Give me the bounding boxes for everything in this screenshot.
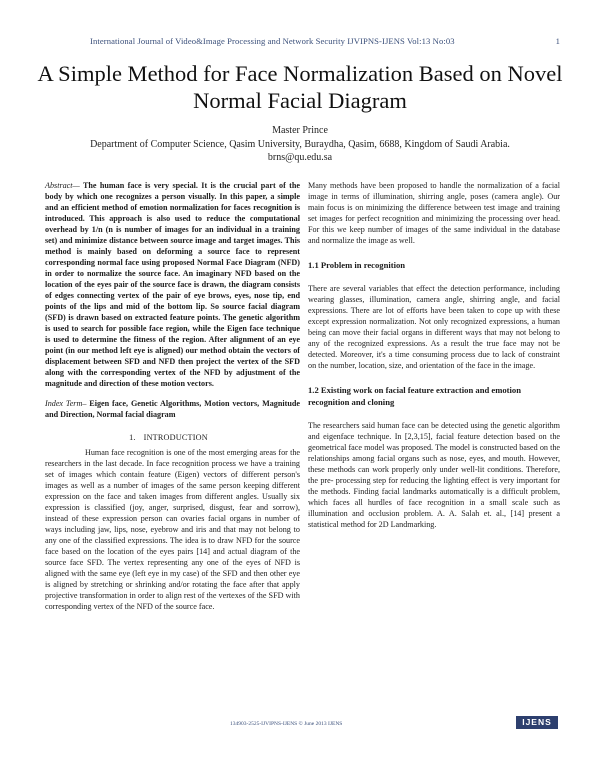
abstract-text: The human face is very special. It is the crucial part of the body by which one recognizes a person visually. In this paper, a simple and an efficient method of emotion normalization for faces recognition is introduced. This approach is also used to reduce the computational overhead by 1/n (n is number of images for an individual in a training set) and minimize distance between source image and target images. This method is mainly based on deforming a source face to represent corresponding normal face using proposed Normal Face Diagram (NFD) in order to normalize the source face. An imaginary NFD based on the location of the eyes pair of the source face is drawn, the diagram consists of edges connecting vertex of the pair of eye brows, eyes, nose tip, end points of the lips and mid of the bottom lip. So source facial diagram (SFD) is drawn based on extracted feature points. The genetic algorithm is used to search for possible face region, while the Eigen face technique is used to determine the fitness of the region. After alignment of an eye point (in our method left eye is aligned) our method obtain the vectors of displacement between SFD and NFD then project the vertex of the SFD along with the corresponding vertex of the NFD by adjustment of the magnitude and direction of these motion vectors. — [45, 181, 300, 388]
left-column — [45, 180, 300, 612]
subsection-1-2-paragraph: The researchers said human face can be detected using the genetic algorithm and eigenface technique. In [2,3,15], facial feature detection based on the geometrical face model was proposed. The model is constructed based on the relationships among facial organs such as nose, eyes, and mouth. However, these methods can work properly only under well-lit conditions. Therefore, the pre- processing step for reducing the lighting effect is very important for the methods. Finding facial landmarks automatically is a difficult problem, which faces all hurdles of face recognition in a small scale such as illumination and occlusion problem. A. A. Salah et. al., [14] present a statistical method for 2D Landmarking. — [308, 421, 560, 529]
paper-title: A Simple Method for Face Normalization Based on Novel Normal Facial Diagram — [37, 61, 563, 113]
author-email[interactable]: brns@qu.edu.sa — [267, 152, 333, 163]
introduction-paragraph: Human face recognition is one of the most emerging areas for the researchers in the last decade. In face recognition process we have a training set of images which contain feature (Eigen) vectors of different person's images as well as a number of images of the same person keeping different expression on the face and taken images from different angles. Usually six expression is classified (joy, anger, surprised, disgust, fear and sorrow), instead of these expression person can ovaries facial organs in number of ways including jaw, lips, nose, eyebrow and iris and that may not belong to any one of the classified expressions. The idea is to draw NFD for the source face based on the location of the eyes pairs [14] and actual diagram of the source face SFD. The vertex representing any one of the eyes of NFD is aligned with the same eye (left eye in my case) of the SFD and then other eye is aligned by stretching or shrinking and/or rotating the face after that apply projective transformation in order to align rest of the vertexes of the SFD with corresponding vertex of the NFD of the source face. — [45, 448, 300, 611]
index-terms-label: Index Term– — [45, 399, 87, 408]
author-affiliation: Department of Computer Science, Qasim University, Buraydha, Qasim, 6688, Kingdom of Saudi Arabia. — [90, 138, 510, 150]
ijens-logo: IJENS — [516, 716, 558, 729]
author-block — [30, 124, 570, 165]
footer-id: 134903-2525-IJVIPNS-IJENS © June 2013 IJENS — [230, 721, 343, 727]
right-column — [308, 180, 560, 530]
subsection-1-1-paragraph: There are several variables that effect the detection performance, including wearing glasses, illumination, camera angle, shirring angle, and facial expressions. There are lot of efforts have been taken to cope up with these except expression normalization. Not only recognized expressions, a human being can move their facial organs in different ways that may not belong to any of the recognized expressions. As a result the true face may not be detected. Moreover, it's a time consuming process due to lack of constraint on the number, location, size, and orientation of the face in the image. — [308, 284, 560, 370]
author-name: Master Prince — [272, 125, 328, 136]
section-title: INTRODUCTION — [143, 433, 208, 442]
subsection-heading-1-1: 1.1 Problem in recognition — [308, 260, 406, 270]
section-heading-introduction — [45, 432, 300, 443]
section-number: 1. — [129, 433, 136, 442]
subsection-heading-1-2: 1.2 Existing work on facial feature extraction and emotion recognition and cloning — [308, 385, 521, 407]
abstract-label: Abstract— — [45, 181, 80, 190]
index-terms-text: Eigen face, Genetic Algorithms, Motion vectors, Magnitude and Direction, Normal facial diagram — [45, 399, 300, 419]
page-number: 1 — [555, 36, 560, 46]
index-terms — [45, 398, 300, 420]
journal-name: International Journal of Video&Image Processing and Network Security IJVIPNS-IJENS Vol:13 No:03 — [90, 36, 455, 46]
opening-paragraph: Many methods have been proposed to handle the normalization of a facial image in terms of illumination, shirring angle, poses (camera angle). Our main focus is on minimizing the difference between test image and training set images for perfect recognition and minimizing the processing over head. For this we keep number of images of the same individual in the database and normalize the image as well. — [308, 181, 560, 245]
abstract — [45, 180, 300, 389]
